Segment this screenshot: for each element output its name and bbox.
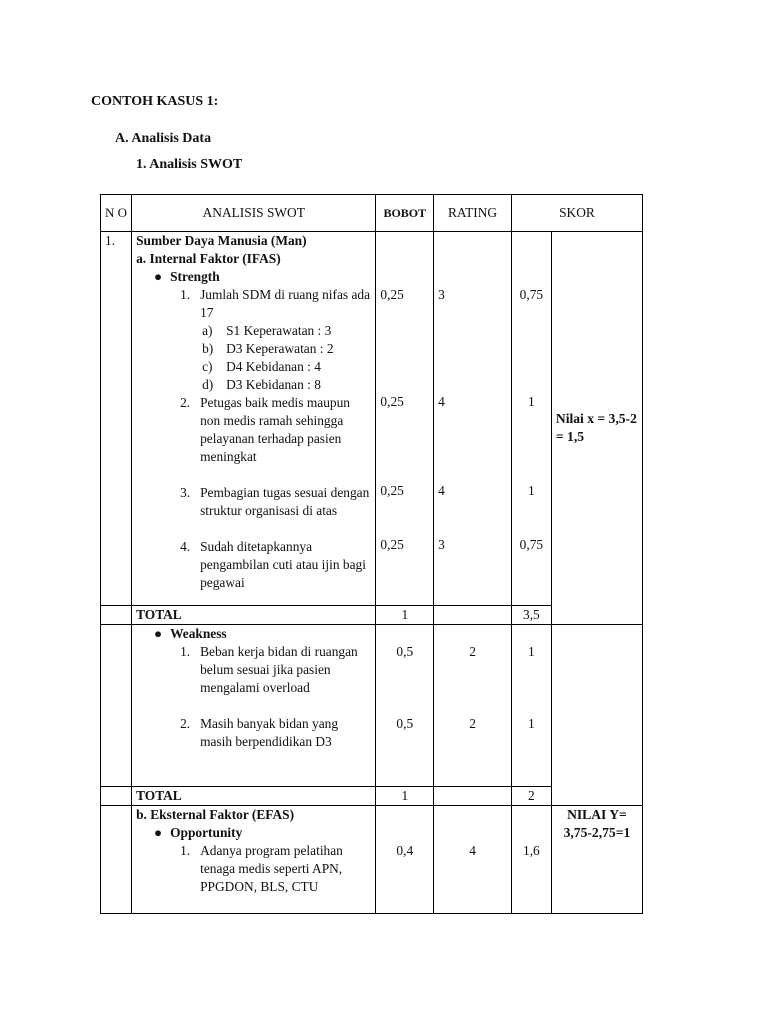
- strength-rating: 3: [438, 287, 445, 302]
- document-heading: CONTOH KASUS 1:: [91, 94, 219, 109]
- bullet-icon: ●: [154, 825, 163, 840]
- weakness-rating-cell: [434, 625, 512, 787]
- header-rating: RATING: [434, 195, 512, 232]
- bullet-icon: ●: [154, 269, 163, 284]
- list-item: b) D3 Keperawatan : 2: [202, 341, 334, 356]
- strength-skor: 1: [528, 483, 535, 498]
- empty-cell: [101, 787, 132, 806]
- total-skor: 3,5: [511, 606, 551, 625]
- total-skor: 2: [511, 787, 551, 806]
- strength-skor: 0,75: [519, 537, 544, 552]
- list-item: 1. Beban kerja bidan di ruangan belum sesuai jika pasien mengalami overload: [180, 644, 358, 695]
- nilai-x-cell: [551, 232, 642, 625]
- strength-skor: 1: [528, 394, 535, 409]
- weakness-skor-cell: [511, 625, 551, 787]
- strength-bobot-cell: [376, 232, 434, 606]
- header-no: N O: [101, 195, 132, 232]
- opportunity-skor-cell: [511, 806, 551, 914]
- strength-cell: [132, 232, 376, 606]
- header-bobot: BOBOT: [376, 195, 434, 232]
- list-item: c) D4 Kebidanan : 4: [202, 359, 321, 374]
- weakness-bobot-cell: [376, 625, 434, 787]
- strength-heading: ● Strength: [136, 268, 371, 286]
- total-bobot: 1: [376, 606, 434, 625]
- strength-bobot: 0,25: [380, 394, 404, 409]
- list-item: 2. Petugas baik medis maupun non medis ramah sehingga pelayanan terhadap pasien meningkat: [180, 395, 350, 464]
- header-analisis: ANALISIS SWOT: [132, 195, 376, 232]
- table-row: [101, 625, 643, 787]
- strength-rating: 3: [438, 537, 445, 552]
- ifas-title: a. Internal Faktor (IFAS): [136, 251, 281, 266]
- strength-skor-cell: [511, 232, 551, 606]
- empty-cell: [434, 787, 512, 806]
- empty-cell: [101, 606, 132, 625]
- strength-rating: 4: [438, 394, 445, 409]
- weakness-skor: 1: [528, 716, 535, 731]
- opportunity-heading: ● Opportunity: [136, 824, 371, 842]
- list-item: 3. Pembagian tugas sesuai dengan struktur organisasi di atas: [180, 485, 370, 518]
- weakness-skor: 1: [528, 644, 535, 659]
- opportunity-bobot-cell: [376, 806, 434, 914]
- strength-bobot: 0,25: [380, 287, 404, 302]
- bullet-icon: ●: [154, 626, 163, 641]
- opportunity-rating-cell: [434, 806, 512, 914]
- table-row: [101, 806, 643, 914]
- row-number: 1.: [101, 232, 132, 606]
- empty-cell: [551, 625, 642, 806]
- list-item: a) S1 Keperawatan : 3: [202, 323, 332, 338]
- empty-cell: [434, 606, 512, 625]
- opportunity-skor: 1,6: [523, 843, 540, 858]
- list-item: d) D3 Kebidanan : 8: [202, 377, 321, 392]
- table-header-row: [101, 195, 643, 232]
- header-skor: SKOR: [511, 195, 642, 232]
- strength-skor: 0,75: [519, 287, 544, 302]
- list-item: 2. Masih banyak bidan yang masih berpendidikan D3: [180, 716, 339, 749]
- weakness-cell: [132, 625, 376, 787]
- nilai-y: NILAI Y= 3,75-2,75=1: [563, 807, 631, 840]
- man-title: Sumber Daya Manusia (Man): [136, 233, 307, 248]
- list-item: 4. Sudah ditetapkannya pengambilan cuti atau ijin bagi pegawai: [180, 539, 366, 590]
- opportunity-cell: [132, 806, 376, 914]
- table-row: [101, 232, 643, 606]
- total-label: TOTAL: [132, 787, 376, 806]
- strength-rating-cell: [434, 232, 512, 606]
- weakness-rating: 2: [469, 644, 476, 659]
- opportunity-rating: 4: [469, 843, 476, 858]
- nilai-x: Nilai x = 3,5-2 = 1,5: [555, 411, 637, 444]
- swot-table: [100, 194, 643, 914]
- weakness-bobot: 0,5: [396, 716, 414, 731]
- opportunity-bobot: 0,4: [396, 843, 414, 858]
- list-item: 1. Adanya program pelatihan tenaga medis seperti APN, PPGDON, BLS, CTU: [180, 843, 343, 894]
- weakness-bobot: 0,5: [396, 644, 414, 659]
- efas-title: b. Eksternal Faktor (EFAS): [136, 807, 295, 822]
- list-item: 1. Jumlah SDM di ruang nifas ada 17: [180, 287, 371, 320]
- strength-bobot: 0,25: [380, 537, 404, 552]
- nilai-y-cell: [551, 806, 642, 914]
- section-heading-analisis-data: A. Analisis Data: [115, 131, 212, 146]
- subsection-heading-analisis-swot: 1. Analisis SWOT: [136, 157, 243, 172]
- strength-rating: 4: [438, 483, 445, 498]
- weakness-rating: 2: [469, 716, 476, 731]
- total-label: TOTAL: [132, 606, 376, 625]
- empty-cell: [101, 625, 132, 787]
- empty-cell: [101, 806, 132, 914]
- weakness-heading: ● Weakness: [136, 625, 371, 643]
- strength-bobot: 0,25: [380, 483, 404, 498]
- total-bobot: 1: [376, 787, 434, 806]
